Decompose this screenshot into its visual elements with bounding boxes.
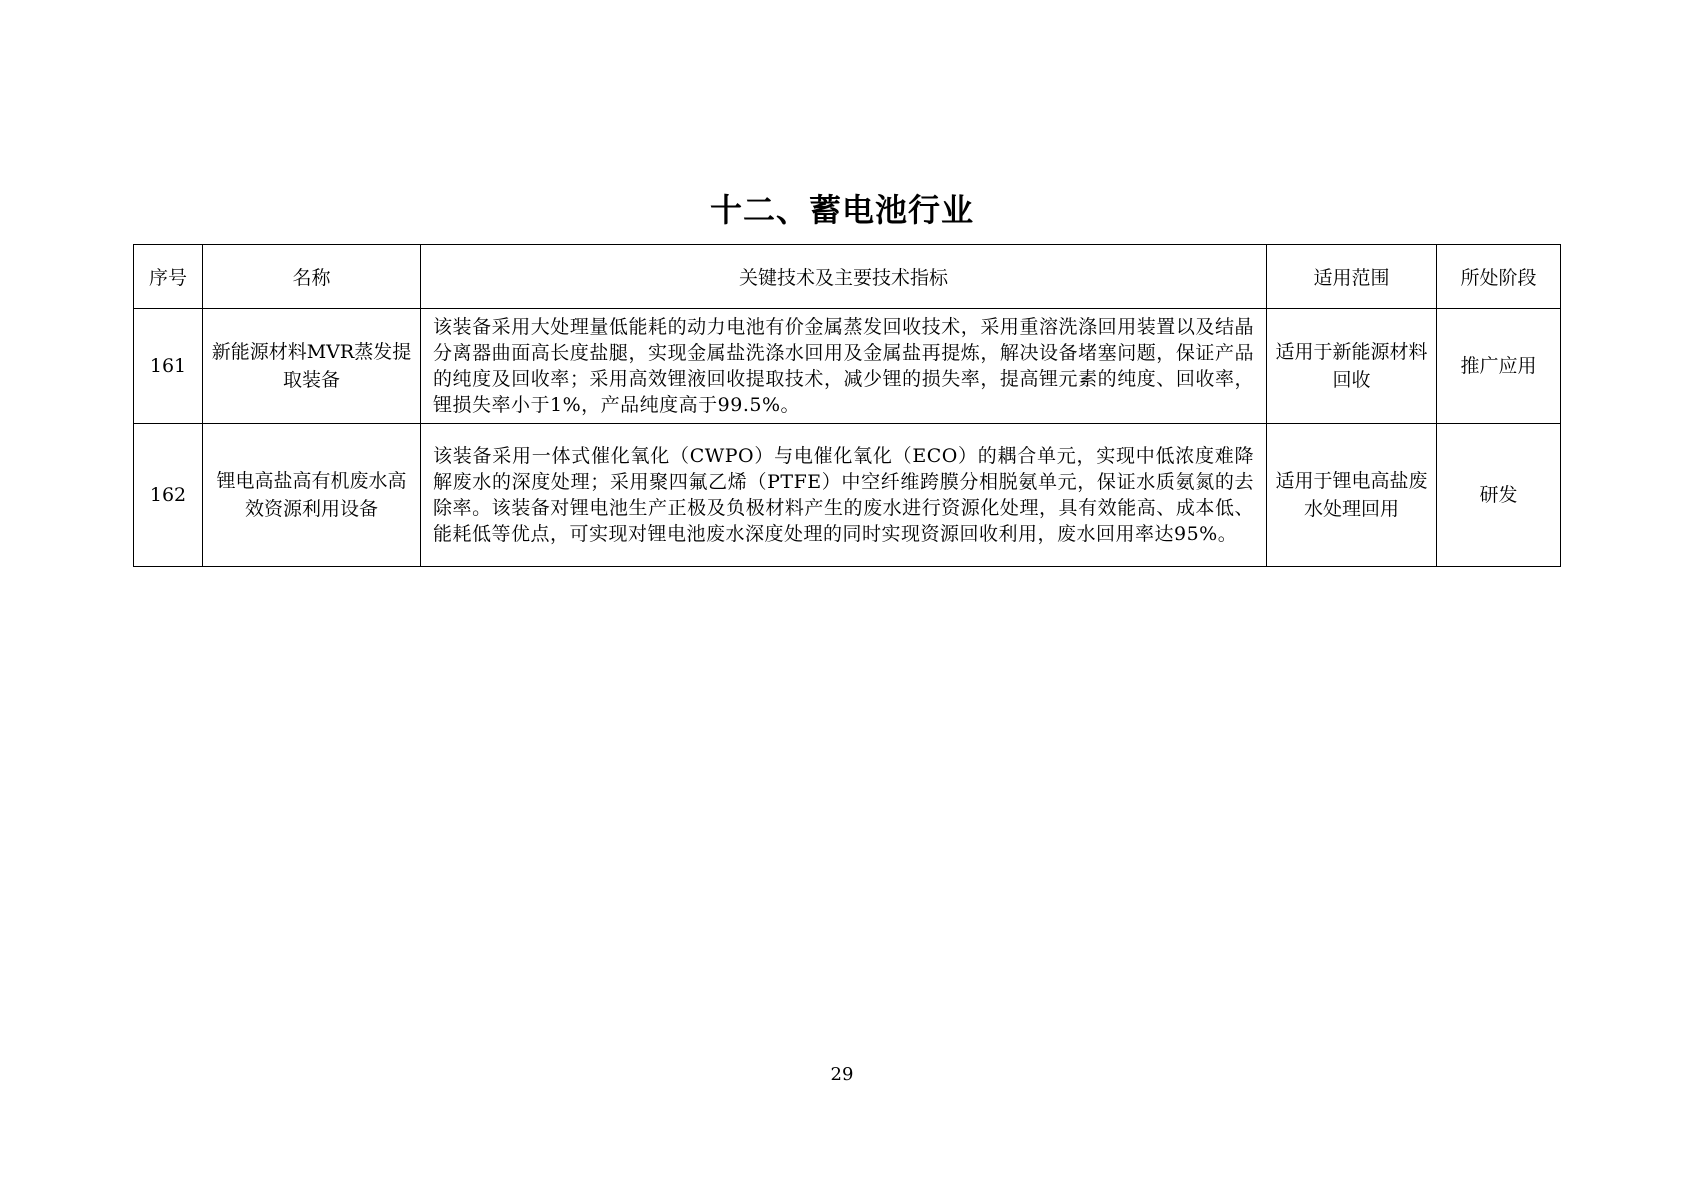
cell-name: 新能源材料MVR蒸发提取装备	[203, 309, 421, 424]
header-name: 名称	[203, 245, 421, 309]
header-serial-number: 序号	[134, 245, 203, 309]
table-row	[134, 424, 1561, 567]
cell-stage: 研发	[1437, 424, 1561, 567]
table-header-row	[134, 245, 1561, 309]
header-key-technology: 关键技术及主要技术指标	[421, 245, 1267, 309]
cell-name: 锂电高盐高有机废水高效资源利用设备	[203, 424, 421, 567]
cell-serial-number: 161	[134, 309, 203, 424]
page-number: 29	[830, 1064, 854, 1085]
cell-description: 该装备采用大处理量低能耗的动力电池有价金属蒸发回收技术，采用重溶洗涤回用装置以及结晶分离器曲面高长度盐腿，实现金属盐洗涤水回用及金属盐再提炼，解决设备堵塞问题，保证产品的纯度及回收率；采用高效锂液回收提取技术，减少锂的损失率，提高锂元素的纯度、回收率，锂损失率小于1%，产品纯度高于99.5%。	[421, 309, 1267, 424]
cell-scope: 适用于锂电高盐废水处理回用	[1267, 424, 1437, 567]
cell-stage: 推广应用	[1437, 309, 1561, 424]
cell-description: 该装备采用一体式催化氧化（CWPO）与电催化氧化（ECO）的耦合单元，实现中低浓度难降解废水的深度处理；采用聚四氟乙烯（PTFE）中空纤维跨膜分相脱氨单元，保证水质氨氮的去除率。该装备对锂电池生产正极及负极材料产生的废水进行资源化处理，具有效能高、成本低、能耗低等优点，可实现对锂电池废水深度处理的同时实现资源回收利用，废水回用率达95%。	[421, 424, 1267, 567]
equipment-table	[133, 244, 1561, 567]
cell-serial-number: 162	[134, 424, 203, 567]
cell-scope: 适用于新能源材料回收	[1267, 309, 1437, 424]
header-scope: 适用范围	[1267, 245, 1437, 309]
page-title: 十二、蓄电池行业	[709, 191, 974, 229]
header-stage: 所处阶段	[1437, 245, 1561, 309]
table-row	[134, 309, 1561, 424]
